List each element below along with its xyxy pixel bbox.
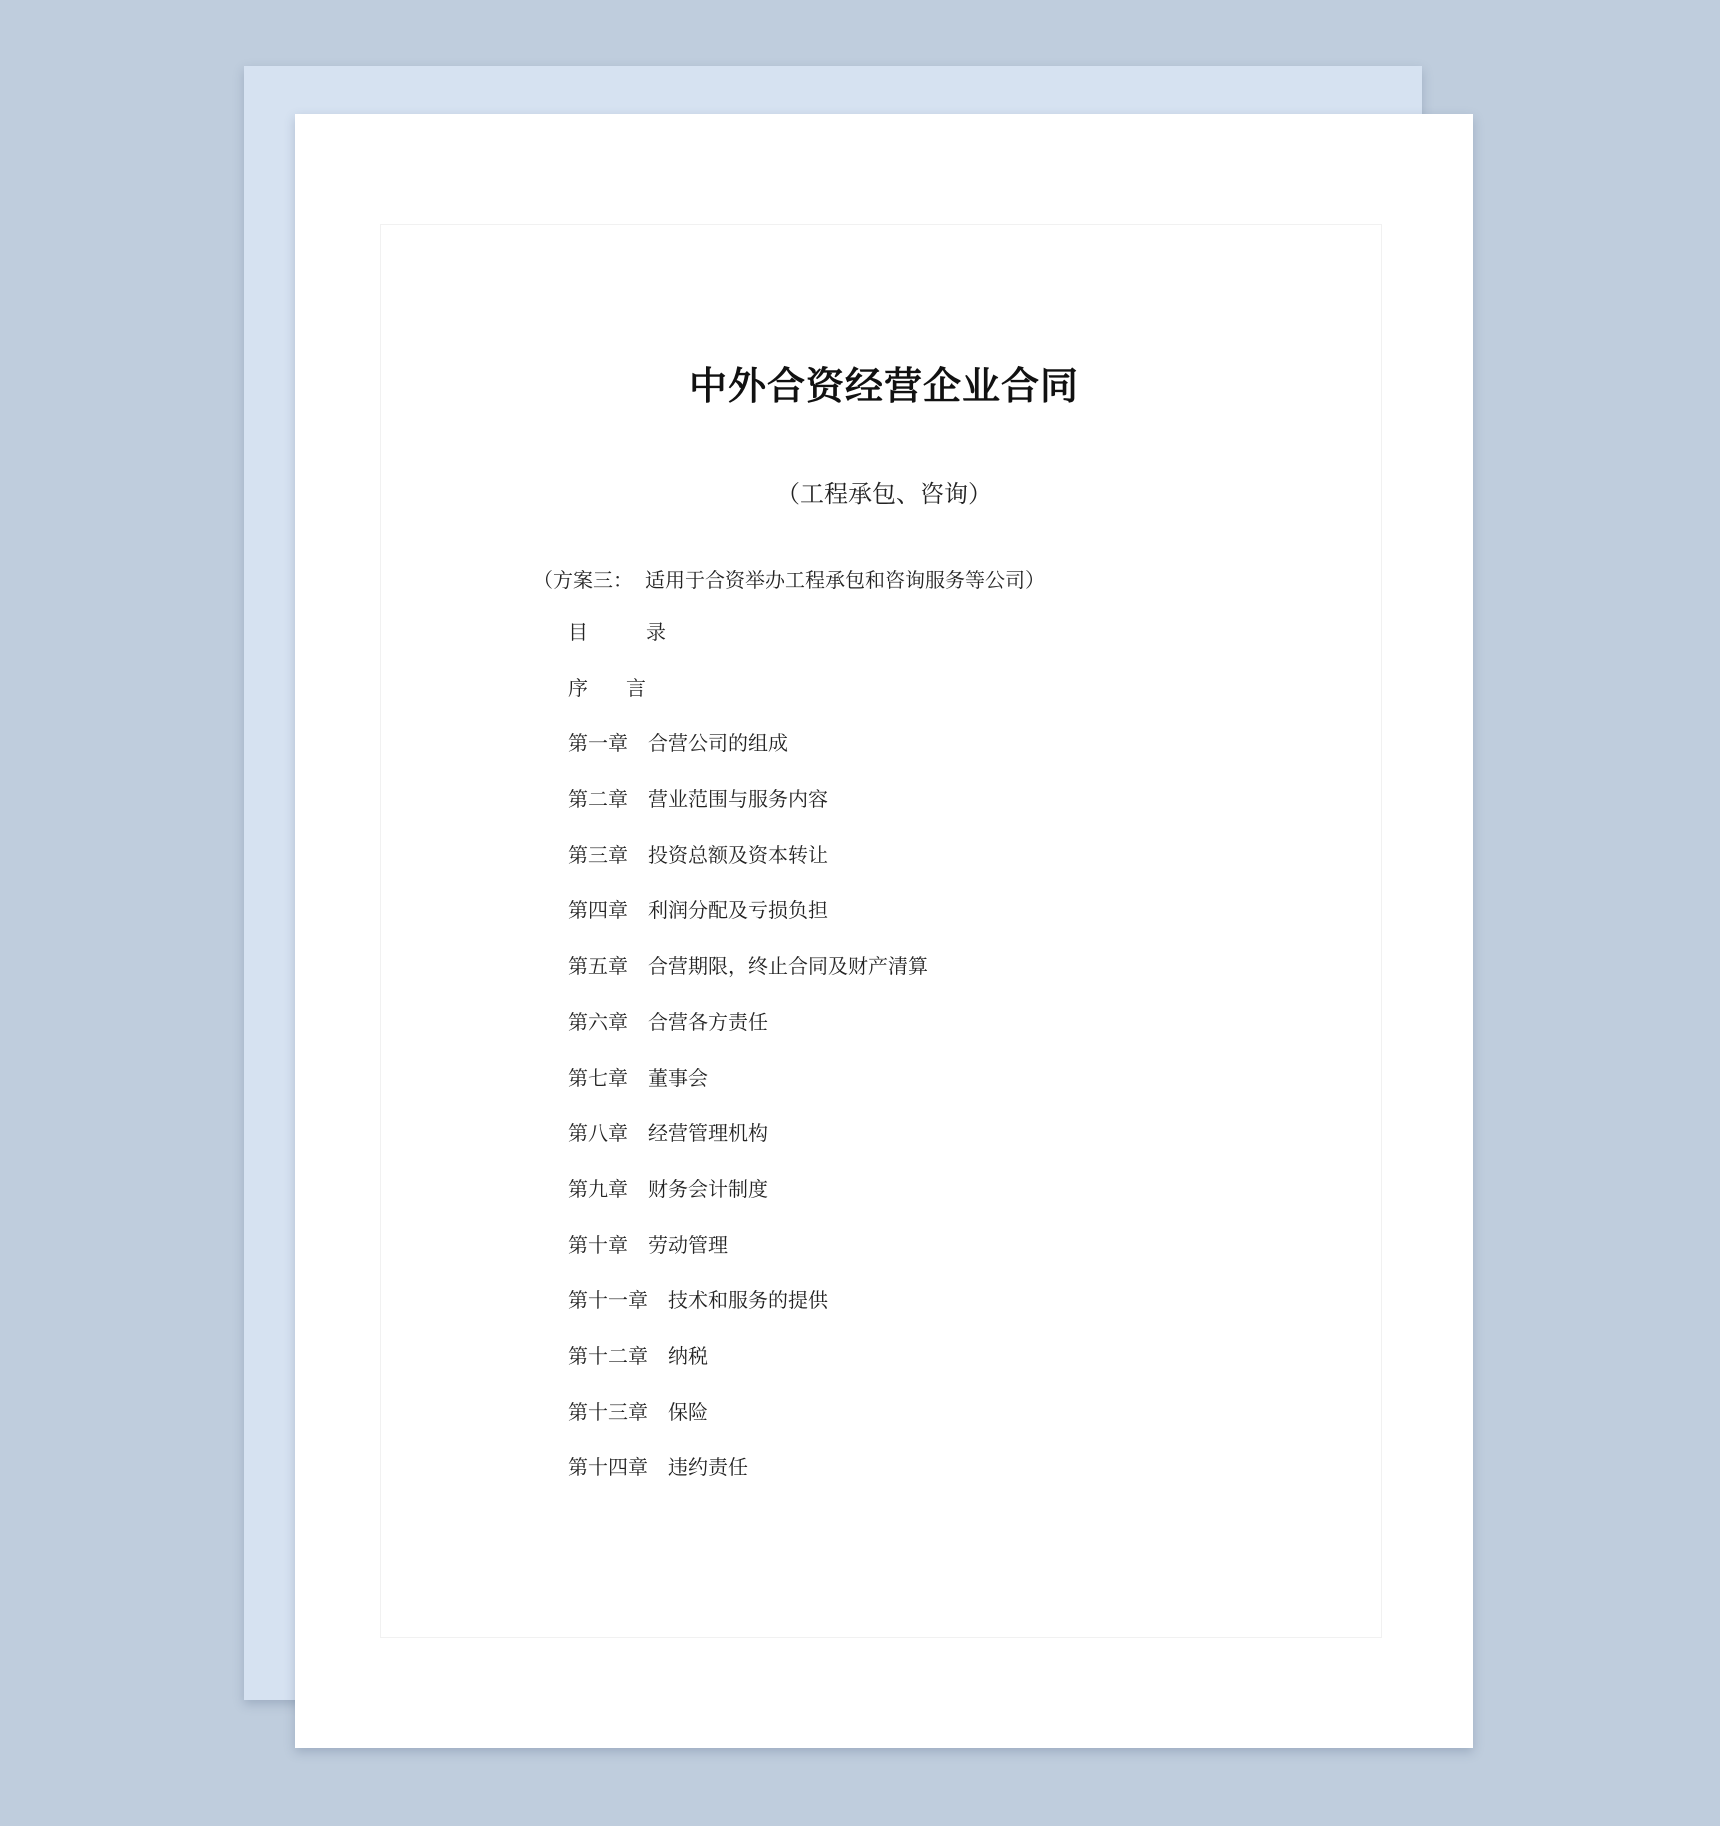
chapter-number: 第八章 — [568, 1121, 628, 1146]
chapter-number: 第三章 — [568, 842, 628, 867]
document-page — [295, 114, 1473, 1748]
chapter-title: 经营管理机构 — [648, 1121, 768, 1146]
chapter-title: 董事会 — [648, 1065, 708, 1090]
chapter-title: 合营期限，终止合同及财产清算 — [648, 954, 928, 979]
chapter-number: 第十一章 — [568, 1288, 648, 1313]
chapter-number: 第一章 — [568, 731, 628, 756]
toc-item-preface — [568, 675, 928, 731]
chapter-title: 劳动管理 — [648, 1232, 728, 1257]
toc-item-chapter — [568, 730, 928, 786]
document-title: 中外合资经营企业合同 — [688, 364, 1079, 408]
chapter-number: 第四章 — [568, 898, 628, 923]
chapter-title: 营业范围与服务内容 — [648, 787, 828, 812]
toc-item-chapter — [568, 1343, 928, 1399]
scheme-label: （方案三： — [533, 568, 633, 592]
chapter-title: 合营公司的组成 — [648, 731, 788, 756]
chapter-number: 第七章 — [568, 1065, 628, 1090]
preface-char-2: 言 — [626, 675, 646, 700]
preface-char-1: 序 — [568, 675, 588, 700]
scheme-text: 适用于合资举办工程承包和咨询服务等公司） — [645, 568, 1045, 592]
chapter-title: 纳税 — [668, 1343, 708, 1368]
table-of-contents — [568, 619, 928, 1510]
toc-heading — [568, 619, 928, 675]
toc-item-chapter — [568, 1399, 928, 1455]
chapter-number: 第五章 — [568, 954, 628, 979]
toc-item-chapter — [568, 786, 928, 842]
chapter-number: 第九章 — [568, 1176, 628, 1201]
toc-item-chapter — [568, 897, 928, 953]
chapter-number: 第十三章 — [568, 1399, 648, 1424]
toc-item-chapter — [568, 1009, 928, 1065]
chapter-title: 保险 — [668, 1399, 708, 1424]
chapter-number: 第十二章 — [568, 1343, 648, 1368]
chapter-title: 违约责任 — [668, 1455, 748, 1480]
toc-item-chapter — [568, 953, 928, 1009]
toc-item-chapter — [568, 1065, 928, 1121]
chapter-title: 财务会计制度 — [648, 1176, 768, 1201]
toc-item-chapter — [568, 1176, 928, 1232]
chapter-number: 第二章 — [568, 787, 628, 812]
toc-heading-char-2: 录 — [646, 620, 666, 644]
chapter-title: 投资总额及资本转让 — [648, 842, 828, 867]
chapter-number: 第十四章 — [568, 1455, 648, 1480]
toc-heading-char-1: 目 — [568, 620, 588, 644]
scheme-note — [533, 564, 1045, 593]
chapter-number: 第六章 — [568, 1009, 628, 1034]
toc-item-chapter — [568, 1120, 928, 1176]
toc-item-chapter — [568, 1232, 928, 1288]
toc-item-chapter — [568, 1287, 928, 1343]
chapter-title: 技术和服务的提供 — [668, 1288, 828, 1313]
chapter-title: 利润分配及亏损负担 — [648, 898, 828, 923]
chapter-number: 第十章 — [568, 1232, 628, 1257]
toc-item-chapter — [568, 842, 928, 898]
toc-item-chapter — [568, 1454, 928, 1510]
document-subtitle: （工程承包、咨询） — [776, 480, 992, 508]
chapter-title: 合营各方责任 — [648, 1009, 768, 1034]
